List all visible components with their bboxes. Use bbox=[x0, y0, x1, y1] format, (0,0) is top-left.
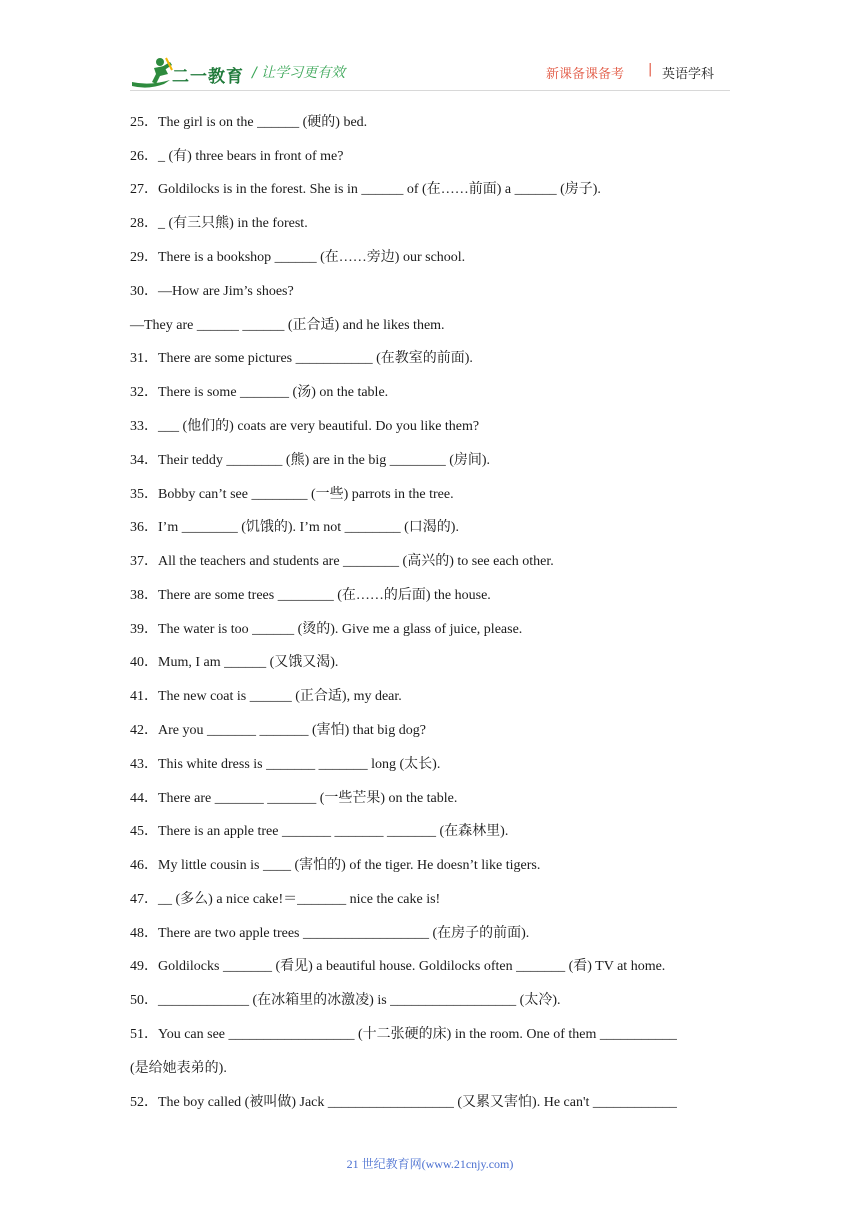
question-29: 29．There is a bookshop ______ (在……旁边) our school. bbox=[130, 250, 466, 265]
logo-text: 二一教育 bbox=[172, 67, 244, 87]
subject-label: 英语学科 bbox=[662, 67, 715, 82]
question-48: 48．There are two apple trees __________________ (在房子的前面). bbox=[130, 926, 530, 941]
header-divider bbox=[130, 90, 730, 91]
question-31: 31．There are some pictures ___________ (在教室的前面). bbox=[130, 351, 473, 366]
slogan: / 让学习更有效 bbox=[252, 65, 346, 81]
question-39: 39．The water is too ______ (烫的). Give me a glass of juice, please. bbox=[130, 622, 523, 637]
question-43: 43．This white dress is _______ _______ long (太长). bbox=[130, 757, 441, 772]
question-30: 30．—How are Jim’s shoes? bbox=[130, 284, 294, 299]
question-45: 45．There is an apple tree _______ _______ _______ (在森林里). bbox=[130, 824, 509, 839]
question-49: 49．Goldilocks _______ (看见) a beautiful house. Goldilocks often _______ (看) TV at home. bbox=[130, 959, 666, 974]
question-30-answer: —They are ______ ______ (正合适) and he likes them. bbox=[130, 318, 445, 333]
question-25: 25．The girl is on the ______ (硬的) bed. bbox=[130, 115, 368, 130]
question-37: 37．All the teachers and students are ________ (高兴的) to see each other. bbox=[130, 554, 554, 569]
question-42: 42．Are you _______ _______ (害怕) that big dog? bbox=[130, 723, 426, 738]
question-50: 50．_____________ (在冰箱里的冰激凌) is __________________ (太冷). bbox=[130, 993, 561, 1008]
question-47: 47．__ (多么) a nice cake!＝_______ nice the cake is! bbox=[130, 892, 441, 907]
question-51-continued: (是给她表弟的). bbox=[130, 1061, 227, 1076]
header-separator: | bbox=[648, 62, 653, 77]
question-27: 27．Goldilocks is in the forest. She is in ______ of (在……前面) a ______ (房子). bbox=[130, 182, 601, 197]
question-44: 44．There are _______ _______ (一些芒果) on the table. bbox=[130, 791, 458, 806]
question-34: 34．Their teddy ________ (熊) are in the big ________ (房间). bbox=[130, 453, 491, 468]
question-32: 32．There is some _______ (汤) on the table. bbox=[130, 385, 389, 400]
question-51: 51．You can see __________________ (十二张硬的床) in the room. One of them ___________ bbox=[130, 1027, 677, 1042]
question-46: 46．My little cousin is ____ (害怕的) of the tiger. He doesn’t like tigers. bbox=[130, 858, 541, 873]
question-41: 41．The new coat is ______ (正合适), my dear. bbox=[130, 689, 402, 704]
question-38: 38．There are some trees ________ (在……的后面) the house. bbox=[130, 588, 491, 603]
question-40: 40．Mum, I am ______ (又饿又渴). bbox=[130, 655, 339, 670]
page-footer: 21 世纪教育网(www.21cnjy.com) bbox=[346, 1157, 514, 1171]
question-35: 35．Bobby can’t see ________ (一些) parrots in the tree. bbox=[130, 487, 454, 502]
question-33: 33．___ (他们的) coats are very beautiful. Do you like them? bbox=[130, 419, 480, 434]
page-header bbox=[0, 0, 860, 100]
question-52: 52．The boy called (被叫做) Jack __________________ (又累又害怕). He can't ____________ bbox=[130, 1095, 677, 1110]
question-36: 36．I’m ________ (饥饿的). I’m not ________ (口渴的). bbox=[130, 520, 459, 535]
question-28: 28．_ (有三只熊) in the forest. bbox=[130, 216, 308, 231]
question-26: 26．_ (有) three bears in front of me? bbox=[130, 149, 344, 164]
course-label: 新课备课备考 bbox=[546, 67, 625, 82]
